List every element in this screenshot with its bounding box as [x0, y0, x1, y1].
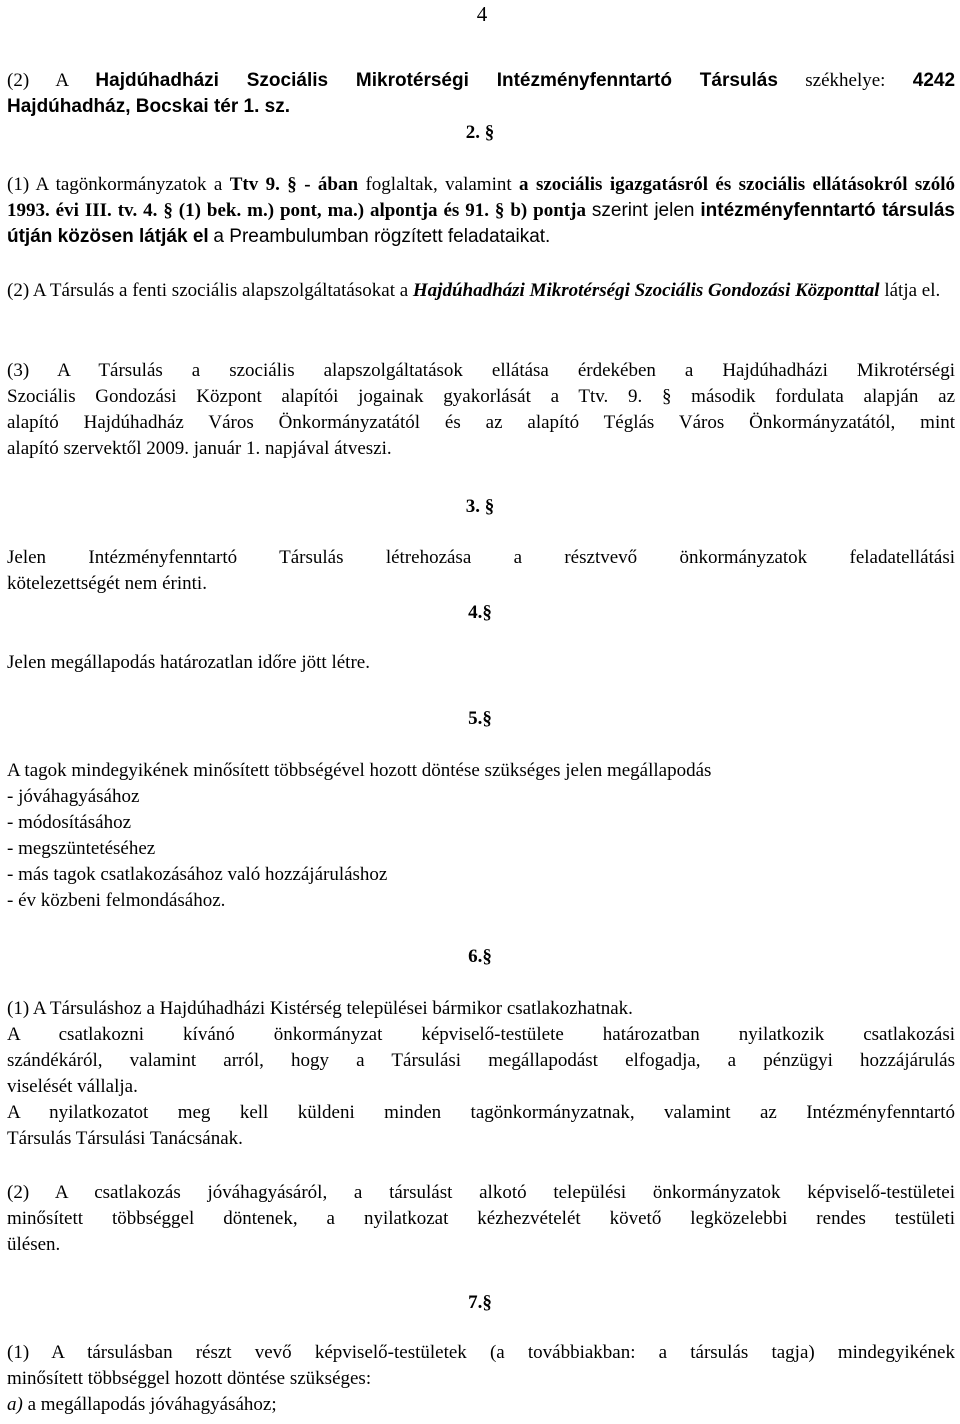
paragraph-3-line-2: kötelezettségét nem érinti.: [7, 573, 207, 594]
paragraph-2-3-line-3: alapító Hajdúhadház Város Önkormányzatától és az alapító Téglás Város Önkormányzatától, mint: [7, 412, 955, 433]
section-heading-7: 7.§: [468, 1292, 492, 1313]
paragraph-7-1-item-a: a) a megállapodás jóváhagyásához;: [7, 1394, 277, 1415]
paragraph-7-1-line-2: minősített többséggel hozott döntése szükséges:: [7, 1368, 372, 1389]
paragraph-2-3-line-4: alapító szervektől 2009. január 1. napjával átveszi.: [7, 438, 392, 459]
paragraph-6-1: [7, 996, 955, 1152]
paragraph-6-1-line-1: (1) A Társuláshoz a Hajdúhadházi Kistérség települései bármikor csatlakozhatnak.: [7, 998, 633, 1019]
paragraph-2-1: [7, 172, 955, 250]
paragraph-5-intro: A tagok mindegyikének minősített többségével hozott döntése szükséges jelen megállapodás: [7, 760, 712, 781]
section-heading-5: 5.§: [468, 708, 492, 729]
list-item: - megszüntetéséhez: [7, 838, 156, 859]
paragraph-2-3-line-2: Szociális Gondozási Központ alapítói jogainak gyakorlását a Ttv. 9. § második fordulata alapján az: [7, 386, 955, 407]
paragraph-2-2: [7, 278, 955, 304]
paragraph-5: [7, 758, 955, 914]
paragraph-6-1-line-2: A csatlakozni kívánó önkormányzat képviselő-testülete határozatban nyilatkozik csatlakozási: [7, 1024, 955, 1045]
paragraph-4: [7, 650, 955, 676]
paragraph-6-2-line-2: minősített többséggel döntenek, a nyilatkozat kézhezvételét követő legközelebbi rendes testületi: [7, 1208, 955, 1229]
paragraph-6-1-line-4: viselését vállalja.: [7, 1076, 138, 1097]
seat-line-2: Hajdúhadház, Bocskai tér 1. sz.: [7, 96, 290, 117]
list-item: - más tagok csatlakozásához való hozzájáruláshoz: [7, 864, 388, 885]
seat-line-1: (2) A Hajdúhadházi Szociális Mikrotérségi Intézményfenntartó Társulás székhelye: 4242: [7, 70, 956, 91]
section-heading-3: 3. §: [465, 496, 495, 517]
section-heading-4: 4.§: [468, 602, 492, 623]
paragraph-3: [7, 545, 955, 597]
paragraph-seat: [7, 68, 955, 120]
list-item: - módosításához: [7, 812, 132, 833]
paragraph-6-1-line-6: Társulás Társulási Tanácsának.: [7, 1128, 243, 1149]
paragraph-2-3-line-1: (3) A Társulás a szociális alapszolgáltatások ellátása érdekében a Hajdúhadházi Mikrotérségi: [7, 360, 955, 381]
paragraph-3-line-1: Jelen Intézményfenntartó Társulás létrehozása a résztvevő önkormányzatok feladatellátási: [7, 547, 955, 568]
section-heading-2: 2. §: [465, 122, 495, 143]
paragraph-6-1-line-5: A nyilatkozatot meg kell küldeni minden tagönkormányzatnak, valamint az Intézményfenntartó: [7, 1102, 955, 1123]
section-heading-6: 6.§: [468, 946, 492, 967]
paragraph-6-1-line-3: szándékáról, valamint arról, hogy a Társulási megállapodást elfogadja, a pénzügyi hozzájárulás: [7, 1050, 955, 1071]
list-item: - jóváhagyásához: [7, 786, 140, 807]
page-number: 4: [476, 2, 488, 26]
paragraph-7-1: [7, 1340, 955, 1418]
paragraph-6-2: [7, 1180, 955, 1258]
paragraph-4-text: Jelen megállapodás határozatlan időre jött létre.: [7, 652, 370, 673]
paragraph-7-1-line-1: (1) A társulásban részt vevő képviselő-testületek (a továbbiakban: a társulás tagja) mindegyikének: [7, 1342, 955, 1363]
paragraph-2-1-text: (1) A tagönkormányzatok a Ttv 9. § - ában foglaltak, valamint a szociális igazgatásról és szociális ellátásokról szóló 1993. évi III. tv. 4. § (1) bek. m.) pont, ma.) alpontja és 91. § b) pontja szerint jelen intézményfenntartó társulás útján közösen látják el a Preambulumban rögzített feladataikat.: [7, 174, 956, 247]
paragraph-6-2-line-3: ülésen.: [7, 1234, 61, 1255]
paragraph-6-2-line-1: (2) A csatlakozás jóváhagyásáról, a társulást alkotó települési önkormányzatok képviselő-testületei: [7, 1182, 955, 1203]
paragraph-2-2-text: (2) A Társulás a fenti szociális alapszolgáltatásokat a Hajdúhadházi Mikrotérségi Szociális Gondozási Központtal látja el.: [7, 280, 941, 301]
list-item: - év közbeni felmondásához.: [7, 890, 226, 911]
paragraph-2-3: [7, 358, 955, 462]
